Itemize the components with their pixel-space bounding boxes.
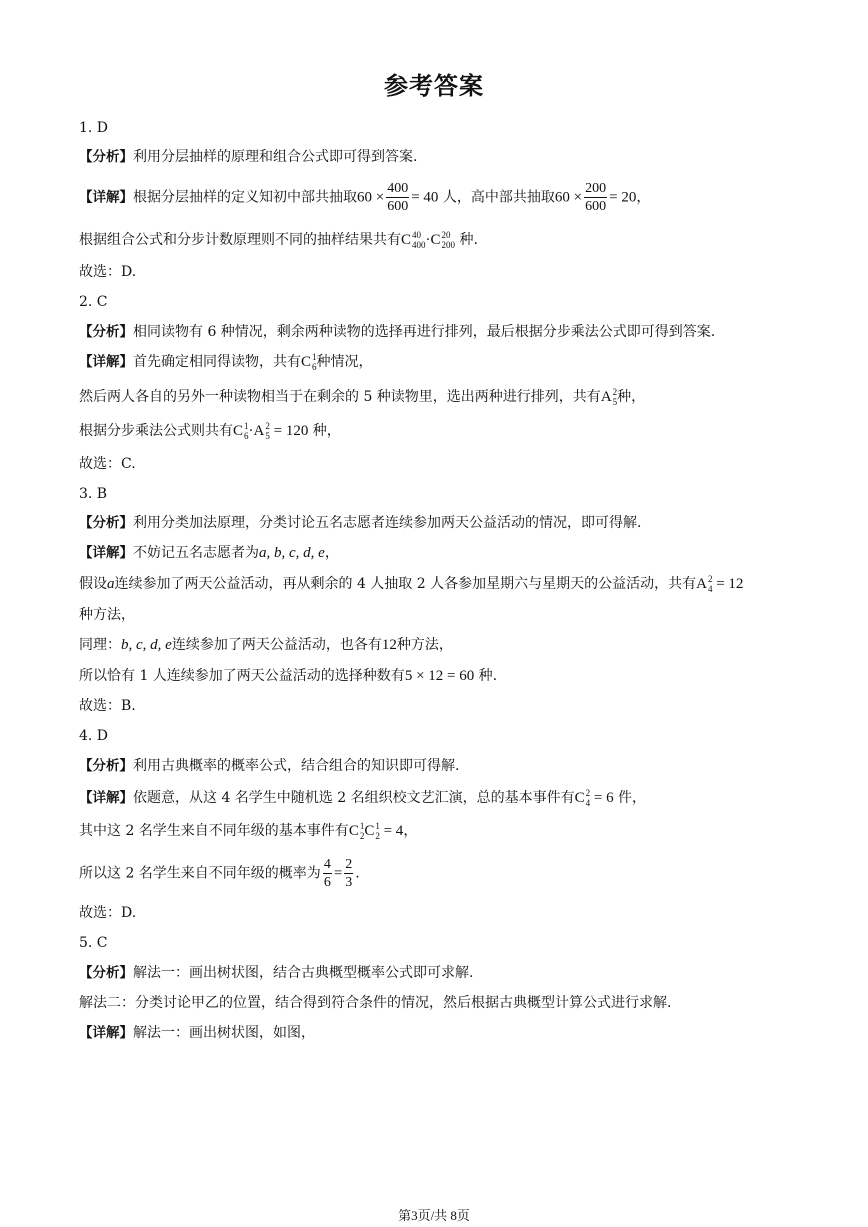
q2-head: 2. C: [79, 294, 108, 310]
q2-choice: 故选：C.: [79, 456, 136, 472]
q5-analysis2: 解法二：分类讨论甲乙的位置，结合得到符合条件的情况，然后根据古典概型计算公式进行求解.: [79, 995, 672, 1011]
q5-head: 5. C: [79, 935, 108, 951]
q2-detail-line1: 【详解】首先确定相同得读物，共有C 1 6 种情况，: [79, 352, 373, 372]
q3-head: 3. B: [79, 486, 108, 502]
q1-head: 1. D: [79, 120, 109, 136]
q1-detail-line2: 根据组合公式和分步计数原理则不同的抽样结果共有C 40 400 ·C 20 200 种.: [79, 230, 478, 250]
q5-detail: 【详解】解法一：画出树状图，如图，: [79, 1025, 315, 1041]
q4-choice: 故选：D.: [79, 905, 137, 921]
fraction: $\frac{200}{600}$: [585, 181, 607, 214]
q5-analysis: 【分析】解法一：画出树状图，结合古典概型概率公式即可求解.: [79, 965, 474, 981]
q2-detail-line3: 根据分步乘法公式则共有C 1 6 ·A 2 5 = 120 种，: [79, 421, 341, 441]
q4-detail-line2: 其中这 2 名学生来自不同年级的基本事件有C 1 2 C 1 2 = 4，: [79, 821, 418, 841]
page-footer: 第3页/共 8页: [398, 1208, 470, 1223]
q3-detail-line1: 【详解】不妨记五名志愿者为a, b, c, d, e，: [79, 545, 339, 561]
fraction: $\frac{400}{600}$: [387, 181, 409, 214]
q3-detail-line5: 所以恰有 1 人连续参加了两天公益活动的选择种数有5 × 12 = 60 种.: [79, 668, 498, 684]
detail-tag: 【详解】: [79, 189, 133, 206]
q1-choice: 故选：D.: [79, 264, 137, 280]
fraction: $\frac{4}{6}$: [323, 857, 331, 890]
q2-detail-line2: 然后两人各自的另外一种读物相当于在剩余的 5 种读物里，选出两种进行排列，共有A 2 5 种，: [79, 387, 646, 407]
q3-choice: 故选：B.: [79, 698, 136, 714]
q3-detail-line4: 同理：b, c, d, e连续参加了两天公益活动，也各有12种方法，: [79, 637, 453, 653]
q4-detail-line3: 所以这 2 名学生来自不同年级的概率为 $\frac{4}{6}$ = $\frac{2}{3}$ .: [79, 857, 360, 890]
analysis-tag: 【分析】: [79, 149, 133, 165]
q1-detail-line1: 【详解】根据分层抽样的定义知初中部共抽取60 × $\frac{400}{600}$ = 40 人，高中部共抽取60 × $\frac{200}{600}$ = 20，: [79, 181, 651, 214]
q4-head: 4. D: [79, 728, 109, 744]
q4-analysis: 【分析】利用古典概率的概率公式，结合组合的知识即可得解.: [79, 758, 460, 774]
q1-analysis: 【分析】利用分层抽样的原理和组合公式即可得到答案.: [79, 149, 418, 165]
fraction: $\frac{2}{3}$: [345, 857, 353, 890]
q3-analysis: 【分析】利用分类加法原理，分类讨论五名志愿者连续参加两天公益活动的情况，即可得解.: [79, 515, 642, 531]
q3-detail-line3: 种方法，: [79, 607, 135, 623]
q2-analysis: 【分析】相同读物有 6 种情况，剩余两种读物的选择再进行排列，最后根据分步乘法公式即可得到答案.: [79, 324, 716, 340]
page-title: 参考答案: [384, 72, 484, 100]
q4-detail-line1: 【详解】依题意，从这 4 名学生中随机选 2 名组织校文艺汇演，总的基本事件有C 2 4 = 6 件，: [79, 788, 647, 808]
q3-detail-line2: 假设a连续参加了两天公益活动，再从剩余的 4 人抽取 2 人各参加星期六与星期天的公益活动，共有A 2 4 = 12: [79, 574, 744, 594]
